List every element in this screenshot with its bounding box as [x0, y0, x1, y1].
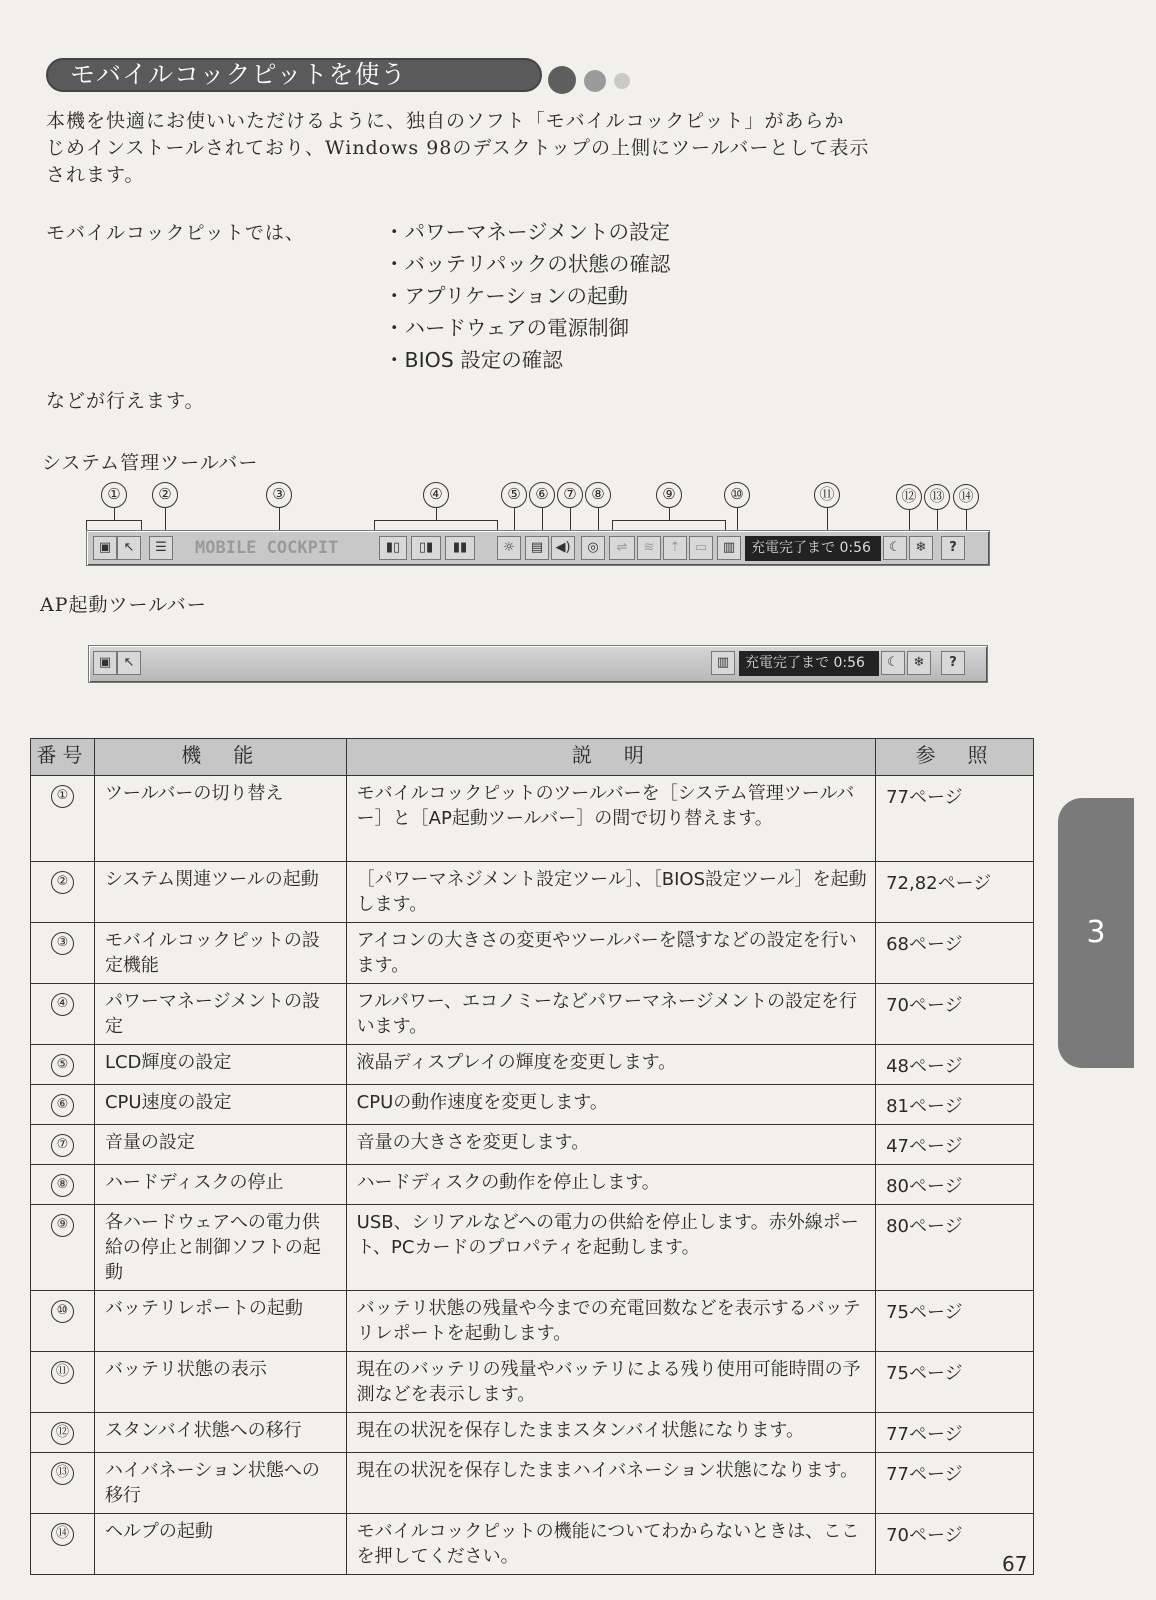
volume-icon[interactable]: ◀) [551, 536, 575, 560]
row-number-cell [31, 776, 95, 862]
table-row [31, 984, 1034, 1045]
battery-status-display[interactable]: 充電完了まで 0:56 [745, 536, 881, 561]
column-header: 参 照 [876, 739, 1034, 776]
function-cell: ハードディスクの停止 [94, 1165, 346, 1205]
heading-dot-decoration [584, 70, 606, 92]
row-number-cell [31, 1352, 95, 1413]
callout-12: ⑫ [896, 484, 922, 510]
reference-cell: 77ページ [876, 1413, 1034, 1453]
page-number: 67 [1002, 1552, 1028, 1576]
function-cell: スタンバイ状態への移行 [94, 1413, 346, 1453]
column-header: 機 能 [94, 739, 346, 776]
toolbar-switch-icon[interactable]: ▣ [93, 536, 117, 560]
reference-cell: 70ページ [876, 984, 1034, 1045]
battery-report-icon[interactable]: ▥ [711, 651, 735, 675]
row-number-cell [31, 1125, 95, 1165]
standby-icon[interactable]: ☾ [881, 651, 905, 675]
table-row [31, 1453, 1034, 1514]
function-cell: 音量の設定 [94, 1125, 346, 1165]
row-number-cell [31, 862, 95, 923]
chapter-tab: 3 [1058, 798, 1134, 1068]
reference-cell: 77ページ [876, 1453, 1034, 1514]
serial-icon[interactable]: ≋ [637, 536, 661, 560]
row-number-badge: ⑨ [51, 1214, 74, 1237]
function-cell: モバイルコックピットの設定機能 [94, 923, 346, 984]
row-number-cell [31, 1413, 95, 1453]
callout-leader [436, 508, 437, 520]
table-body [31, 776, 1034, 1575]
heading-dot-decoration [548, 66, 576, 94]
intro-paragraph [46, 108, 1046, 189]
description-cell: 音量の大きさを変更します。 [346, 1125, 875, 1165]
reference-cell: 48ページ [876, 1045, 1034, 1085]
intro-line: されます。 [46, 164, 145, 186]
column-header: 説 明 [346, 739, 875, 776]
row-number-badge: ⑦ [51, 1134, 74, 1157]
system-toolbar-label: システム管理ツールバー [42, 452, 259, 474]
row-number-badge: ⑩ [51, 1300, 74, 1323]
features-lead: モバイルコックピットでは、 [46, 222, 305, 244]
power-mode-icon[interactable]: ▮▯ [379, 536, 407, 560]
row-number-cell [31, 923, 95, 984]
callout-11: ⑪ [814, 482, 840, 508]
hibernation-icon[interactable]: ❄ [907, 651, 931, 675]
row-number-badge: ⑥ [51, 1094, 74, 1117]
callout-bracket [86, 520, 142, 530]
feature-item: ・BIOS 設定の確認 [384, 348, 563, 372]
table-row [31, 1514, 1034, 1575]
table-row [31, 1165, 1034, 1205]
feature-item: ・ハードウェアの電源制御 [384, 316, 630, 340]
description-cell: モバイルコックピットの機能についてわからないときは、ここを押してください。 [346, 1514, 875, 1575]
reference-cell: 47ページ [876, 1125, 1034, 1165]
section-heading: モバイルコックピットを使う [46, 58, 542, 92]
system-management-toolbar [86, 530, 990, 566]
table-row [31, 1413, 1034, 1453]
callout-bracket [374, 520, 498, 530]
callout-6: ⑥ [529, 482, 555, 508]
power-mode-icon[interactable]: ▯▮ [411, 536, 441, 560]
description-cell: ハードディスクの動作を停止します。 [346, 1165, 875, 1205]
row-number-badge: ④ [51, 993, 74, 1016]
intro-line: 本機を快適にお使いいただけるように、独自のソフト「モバイルコックピット」があらか [46, 110, 845, 132]
table-row [31, 1045, 1034, 1085]
row-number-badge: ⑫ [51, 1422, 74, 1445]
feature-list [384, 216, 670, 376]
row-number-badge: ⑧ [51, 1174, 74, 1197]
function-cell: パワーマネージメントの設定 [94, 984, 346, 1045]
hibernation-icon[interactable]: ❄ [909, 536, 933, 560]
reference-cell: 77ページ [876, 776, 1034, 862]
function-cell: ヘルプの起動 [94, 1514, 346, 1575]
function-cell: バッテリ状態の表示 [94, 1352, 346, 1413]
help-icon[interactable]: ? [941, 536, 965, 560]
row-number-cell [31, 1453, 95, 1514]
system-tools-icon[interactable]: ☰ [149, 536, 173, 560]
function-cell: LCD輝度の設定 [94, 1045, 346, 1085]
callout-7: ⑦ [557, 482, 583, 508]
row-number-cell [31, 984, 95, 1045]
row-number-cell [31, 1205, 95, 1291]
reference-cell: 75ページ [876, 1291, 1034, 1352]
row-number-badge: ③ [51, 932, 74, 955]
callout-9: ⑨ [656, 482, 682, 508]
reference-cell: 70ページ [876, 1514, 1034, 1575]
table-row [31, 1085, 1034, 1125]
column-header: 番号 [31, 739, 95, 776]
function-cell: バッテリレポートの起動 [94, 1291, 346, 1352]
table-row [31, 1125, 1034, 1165]
row-number-badge: ⑬ [51, 1462, 74, 1485]
description-cell: USB、シリアルなどへの電力の供給を停止します。赤外線ポート、PCカードのプロパティを起動します。 [346, 1205, 875, 1291]
feature-item: ・バッテリパックの状態の確認 [384, 252, 671, 276]
reference-cell: 75ページ [876, 1352, 1034, 1413]
battery-status-display[interactable]: 充電完了まで 0:56 [739, 651, 879, 676]
pc-card-icon[interactable]: ▭ [689, 536, 713, 560]
function-cell: CPU速度の設定 [94, 1085, 346, 1125]
reference-cell: 68ページ [876, 923, 1034, 984]
callout-14: ⑭ [953, 484, 979, 510]
row-number-cell [31, 1045, 95, 1085]
callout-13: ⑬ [924, 484, 950, 510]
callout-leader [669, 508, 670, 520]
function-cell: ツールバーの切り替え [94, 776, 346, 862]
pointer-icon[interactable]: ↖ [117, 651, 141, 675]
callout-8: ⑧ [585, 482, 611, 508]
row-number-badge: ⑤ [51, 1054, 74, 1077]
table-row [31, 1352, 1034, 1413]
power-mode-icon[interactable]: ▮▮ [445, 536, 475, 560]
description-cell: CPUの動作速度を変更します。 [346, 1085, 875, 1125]
hard-disk-icon[interactable]: ◎ [581, 536, 605, 560]
features-trailing: などが行えます。 [46, 390, 205, 412]
row-number-badge: ⑭ [51, 1523, 74, 1546]
callout-1: ① [101, 482, 127, 508]
description-cell: 現在の状況を保存したままハイバネーション状態になります。 [346, 1453, 875, 1514]
table-row [31, 923, 1034, 984]
description-cell: 液晶ディスプレイの輝度を変更します。 [346, 1045, 875, 1085]
callout-bracket [612, 520, 726, 530]
cpu-speed-icon[interactable]: ▤ [525, 536, 549, 560]
description-cell: 現在のバッテリの残量やバッテリによる残り使用可能時間の予測などを表示します。 [346, 1352, 875, 1413]
reference-cell: 80ページ [876, 1165, 1034, 1205]
description-cell: 現在の状況を保存したままスタンバイ状態になります。 [346, 1413, 875, 1453]
ap-toolbar-label: AP起動ツールバー [40, 594, 207, 616]
description-cell: アイコンの大きさの変更やツールバーを隠すなどの設定を行います。 [346, 923, 875, 984]
callout-2: ② [152, 482, 178, 508]
reference-cell: 80ページ [876, 1205, 1034, 1291]
table-header-row [31, 739, 1034, 776]
row-number-cell [31, 1514, 95, 1575]
table-row [31, 1291, 1034, 1352]
reference-cell: 72,82ページ [876, 862, 1034, 923]
function-cell: ハイバネーション状態への移行 [94, 1453, 346, 1514]
description-cell: フルパワー、エコノミーなどパワーマネージメントの設定を行います。 [346, 984, 875, 1045]
mobile-cockpit-logo[interactable]: MOBILE COCKPIT [195, 538, 339, 558]
row-number-cell [31, 1085, 95, 1125]
reference-cell: 81ページ [876, 1085, 1034, 1125]
function-table [30, 738, 1034, 1575]
callout-3: ③ [266, 482, 292, 508]
description-cell: ［パワーマネジメント設定ツール］、［BIOS設定ツール］を起動します。 [346, 862, 875, 923]
callout-leader [114, 508, 115, 520]
battery-report-icon[interactable]: ▥ [717, 536, 741, 560]
table-row [31, 862, 1034, 923]
function-cell: 各ハードウェアへの電力供給の停止と制御ソフトの起動 [94, 1205, 346, 1291]
row-number-badge: ① [51, 785, 74, 808]
row-number-cell [31, 1291, 95, 1352]
table-row [31, 1205, 1034, 1291]
row-number-badge: ② [51, 871, 74, 894]
row-number-badge: ⑪ [51, 1361, 74, 1384]
intro-line: じめインストールされており、Windows 98のデスクトップの上側にツールバーとして表示 [46, 137, 870, 159]
lcd-brightness-icon[interactable]: ☼ [497, 536, 521, 560]
ap-launch-toolbar [88, 645, 988, 683]
feature-item: ・パワーマネージメントの設定 [384, 220, 670, 244]
callout-5: ⑤ [501, 482, 527, 508]
description-cell: バッテリ状態の残量や今までの充電回数などを表示するバッテリレポートを起動します。 [346, 1291, 875, 1352]
pointer-icon[interactable]: ↖ [117, 536, 141, 560]
function-cell: システム関連ツールの起動 [94, 862, 346, 923]
heading-dot-decoration [614, 73, 630, 89]
table-row [31, 776, 1034, 862]
callout-4: ④ [423, 482, 449, 508]
standby-icon[interactable]: ☾ [883, 536, 907, 560]
callout-10: ⑩ [724, 482, 750, 508]
toolbar-switch-icon[interactable]: ▣ [93, 651, 117, 675]
description-cell: モバイルコックピットのツールバーを［システム管理ツールバー］と［AP起動ツールバー］の間で切り替えます。 [346, 776, 875, 862]
infrared-icon[interactable]: ⇡ [663, 536, 687, 560]
row-number-cell [31, 1165, 95, 1205]
help-icon[interactable]: ? [941, 651, 965, 675]
feature-item: ・アプリケーションの起動 [384, 284, 628, 308]
usb-icon[interactable]: ⇌ [609, 536, 635, 560]
